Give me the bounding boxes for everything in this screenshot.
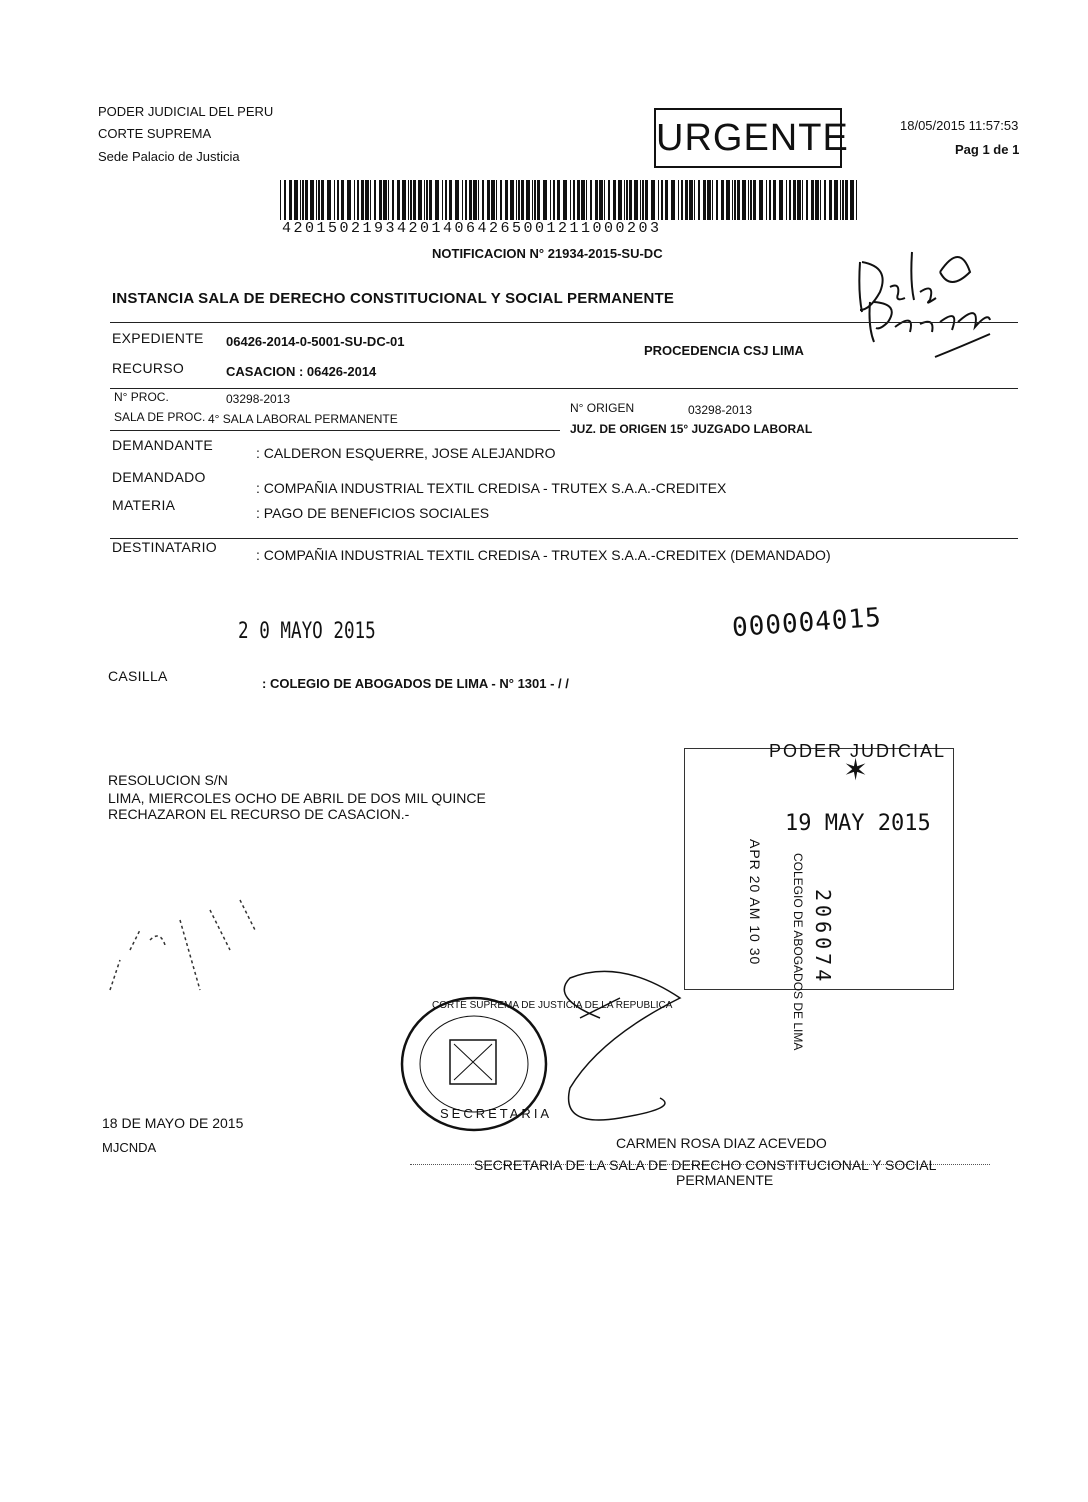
date-stamp: 2 0 MAYO 2015: [238, 619, 376, 644]
divider-top: [110, 322, 1018, 323]
reception-stamp-header: PODER JUDICIAL: [769, 741, 947, 761]
destinatario-label: DESTINATARIO: [112, 539, 217, 555]
divider-proc: [110, 430, 560, 431]
footer-date: 18 DE MAYO DE 2015: [102, 1115, 244, 1131]
colegio-stamp-text: COLEGIO DE ABOGADOS DE LIMA: [791, 853, 805, 1051]
expediente-value: 06426-2014-0-5001-SU-DC-01: [226, 334, 405, 349]
juz-origen: JUZ. DE ORIGEN 15° JUZGADO LABORAL: [570, 422, 813, 436]
institution-court: CORTE SUPREMA: [98, 126, 212, 141]
footer-initials: MJCNDA: [102, 1140, 157, 1155]
sala-proc-value: 4° SALA LABORAL PERMANENTE: [208, 412, 398, 426]
number-stamp: 000004015: [731, 602, 883, 644]
court-seal-secretaria: SECRETARIA: [440, 1106, 553, 1121]
nproc-label: N° PROC.: [114, 390, 169, 404]
resolution-number: RESOLUCION S/N: [108, 772, 228, 788]
handwritten-signature-top: [840, 232, 1000, 382]
demandado-value: : COMPAÑIA INDUSTRIAL TEXTIL CREDISA - TRUTEX S.A.A.-CREDITEX: [256, 480, 727, 496]
institution-name: PODER JUDICIAL DEL PERU: [98, 104, 274, 119]
demandado-label: DEMANDADO: [112, 469, 206, 485]
signature-loop: [540, 958, 730, 1138]
nproc-value: 03298-2013: [226, 392, 291, 406]
signer-title-2: PERMANENTE: [676, 1172, 774, 1188]
instancia-text: INSTANCIA SALA DE DERECHO CONSTITUCIONAL Y SOCIAL PERMANENTE: [112, 290, 675, 307]
signer-title: SECRETARIA DE LA SALA DE DERECHO CONSTITUCIONAL Y SOCIAL: [474, 1157, 937, 1173]
destinatario-value: : COMPAÑIA INDUSTRIAL TEXTIL CREDISA - TRUTEX S.A.A.-CREDITEX (DEMANDADO): [256, 547, 831, 563]
casilla-label: CASILLA: [108, 668, 168, 684]
instancia-title: [112, 290, 674, 307]
materia-label: MATERIA: [112, 497, 176, 513]
signer-name: CARMEN ROSA DIAZ ACEVEDO: [616, 1135, 827, 1151]
received-number: 206074: [811, 889, 835, 986]
recurso-value: CASACION : 06426-2014: [226, 364, 377, 379]
demandante-value: : CALDERON ESQUERRE, JOSE ALEJANDRO: [256, 445, 556, 461]
resolution-date: LIMA, MIERCOLES OCHO DE ABRIL DE DOS MIL QUINCE: [108, 790, 486, 806]
barcode-number: 420150219342014064265001211000203: [282, 220, 662, 237]
court-seal-text: CORTE SUPREMA DE JUSTICIA DE LA REPUBLICA: [432, 1000, 673, 1011]
expediente-label: EXPEDIENTE: [112, 330, 204, 346]
norigen-value: 03298-2013: [688, 403, 753, 417]
reception-stamp: [684, 741, 954, 1051]
print-datetime: 18/05/2015 11:57:53: [900, 118, 1019, 133]
institution-seat: Sede Palacio de Justicia: [98, 149, 240, 164]
received-date: 19 MAY 2015: [785, 811, 931, 836]
norigen-label: N° ORIGEN: [570, 401, 635, 415]
materia-value: : PAGO DE BENEFICIOS SOCIALES: [256, 505, 490, 521]
casilla-value: : COLEGIO DE ABOGADOS DE LIMA - N° 1301 - / /: [262, 676, 569, 691]
received-time: APR 20 AM 10 30: [747, 839, 763, 966]
demandante-label: DEMANDANTE: [112, 437, 214, 453]
barcode: [280, 180, 860, 220]
resolution-decision: RECHAZARON EL RECURSO DE CASACION.-: [108, 806, 410, 822]
divider-case: [110, 388, 1018, 389]
star-icon: ✶: [843, 754, 869, 787]
page-number: Pag 1 de 1: [955, 142, 1020, 157]
divider-parties: [110, 538, 1018, 539]
sala-proc-label: SALA DE PROC.: [114, 410, 206, 424]
notification-number: NOTIFICACION N° 21934-2015-SU-DC: [432, 246, 663, 261]
procedencia: PROCEDENCIA CSJ LIMA: [644, 343, 804, 358]
handwritten-note: [60, 890, 280, 1020]
recurso-label: RECURSO: [112, 360, 185, 376]
urgent-stamp: URGENTE: [654, 108, 842, 168]
